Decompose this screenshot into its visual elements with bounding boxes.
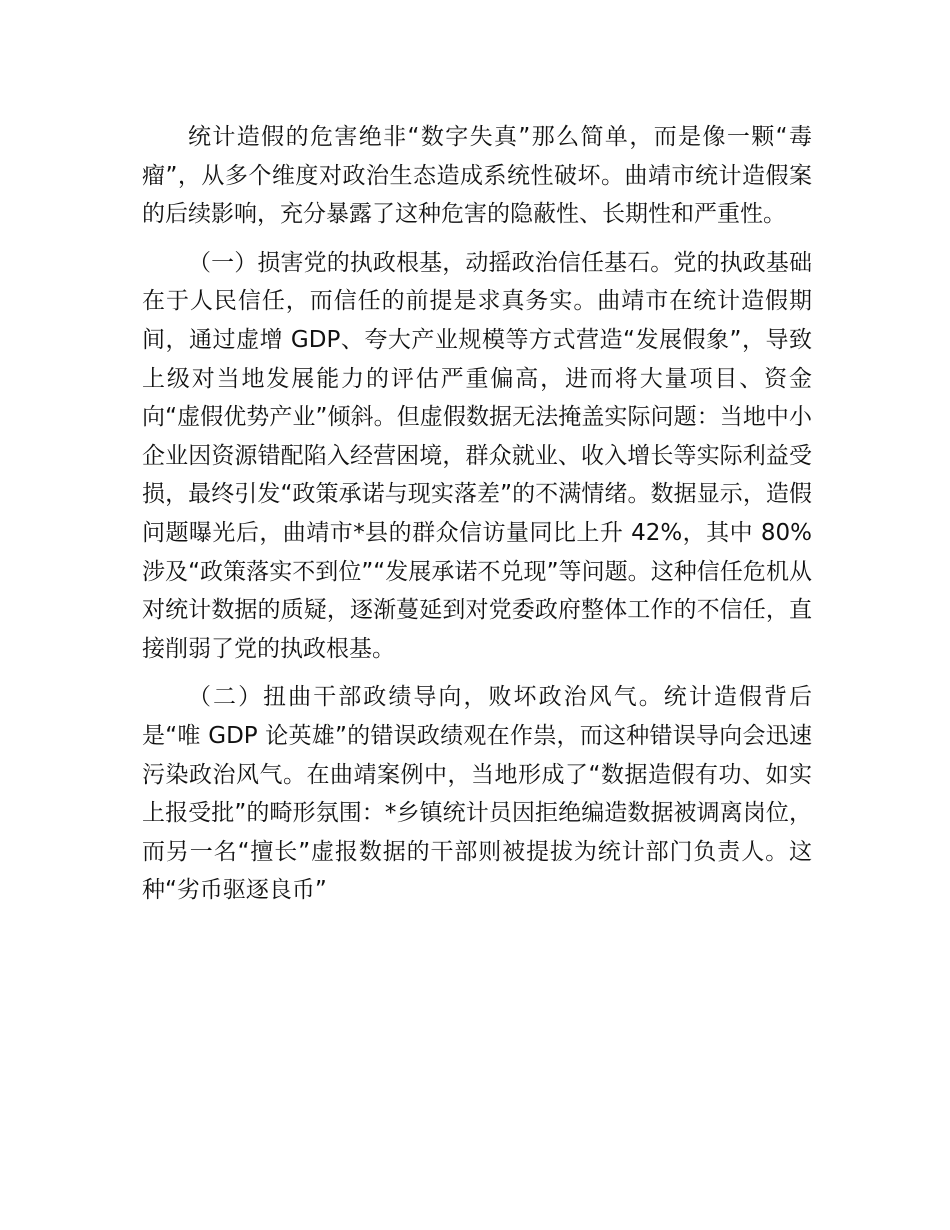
paragraph-section-two: （二）扭曲干部政绩导向，败坏政治风气。统计造假背后是“唯 GDP 论英雄”的错误政绩观在作祟，而这种错误导向会迅速污染政治风气。在曲靖案例中，当地形成了“数据造假有功、如实上报受批”的畸形氛围：*乡镇统计员因拒绝编造数据被调离岗位，而另一名“擅长”虚报数据的干部则被提拔为统计部门负责人。这种“劣币驱逐良币” [142, 684, 812, 904]
paragraph-section-one: （一）损害党的执政根基，动摇政治信任基石。党的执政基础在于人民信任，而信任的前提是求真务实。曲靖市在统计造假期间，通过虚增 GDP、夸大产业规模等方式营造“发展假象”，导致上级对当地发展能力的评估严重偏高，进而将大量项目、资金向“虚假优势产业”倾斜。但虚假数据无法掩盖实际问题：当地中小企业因资源错配陷入经营困境，群众就业、收入增长等实际利益受损，最终引发“政策承诺与现实落差”的不满情绪。数据显示，造假问题曝光后，曲靖市*县的群众信访量同比上升 42%，其中 80%涉及“政策落实不到位”“发展承诺不兑现”等问题。这种信任危机从对统计数据的质疑，逐渐蔓延到对党委政府整体工作的不信任，直接削弱了党的执政根基。 [142, 249, 812, 662]
paragraph-intro: 统计造假的危害绝非“数字失真”那么简单，而是像一颗“毒瘤”，从多个维度对政治生态造成系统性破坏。曲靖市统计造假案的后续影响，充分暴露了这种危害的隐蔽性、长期性和严重性。 [142, 124, 812, 228]
document-body [142, 118, 812, 920]
